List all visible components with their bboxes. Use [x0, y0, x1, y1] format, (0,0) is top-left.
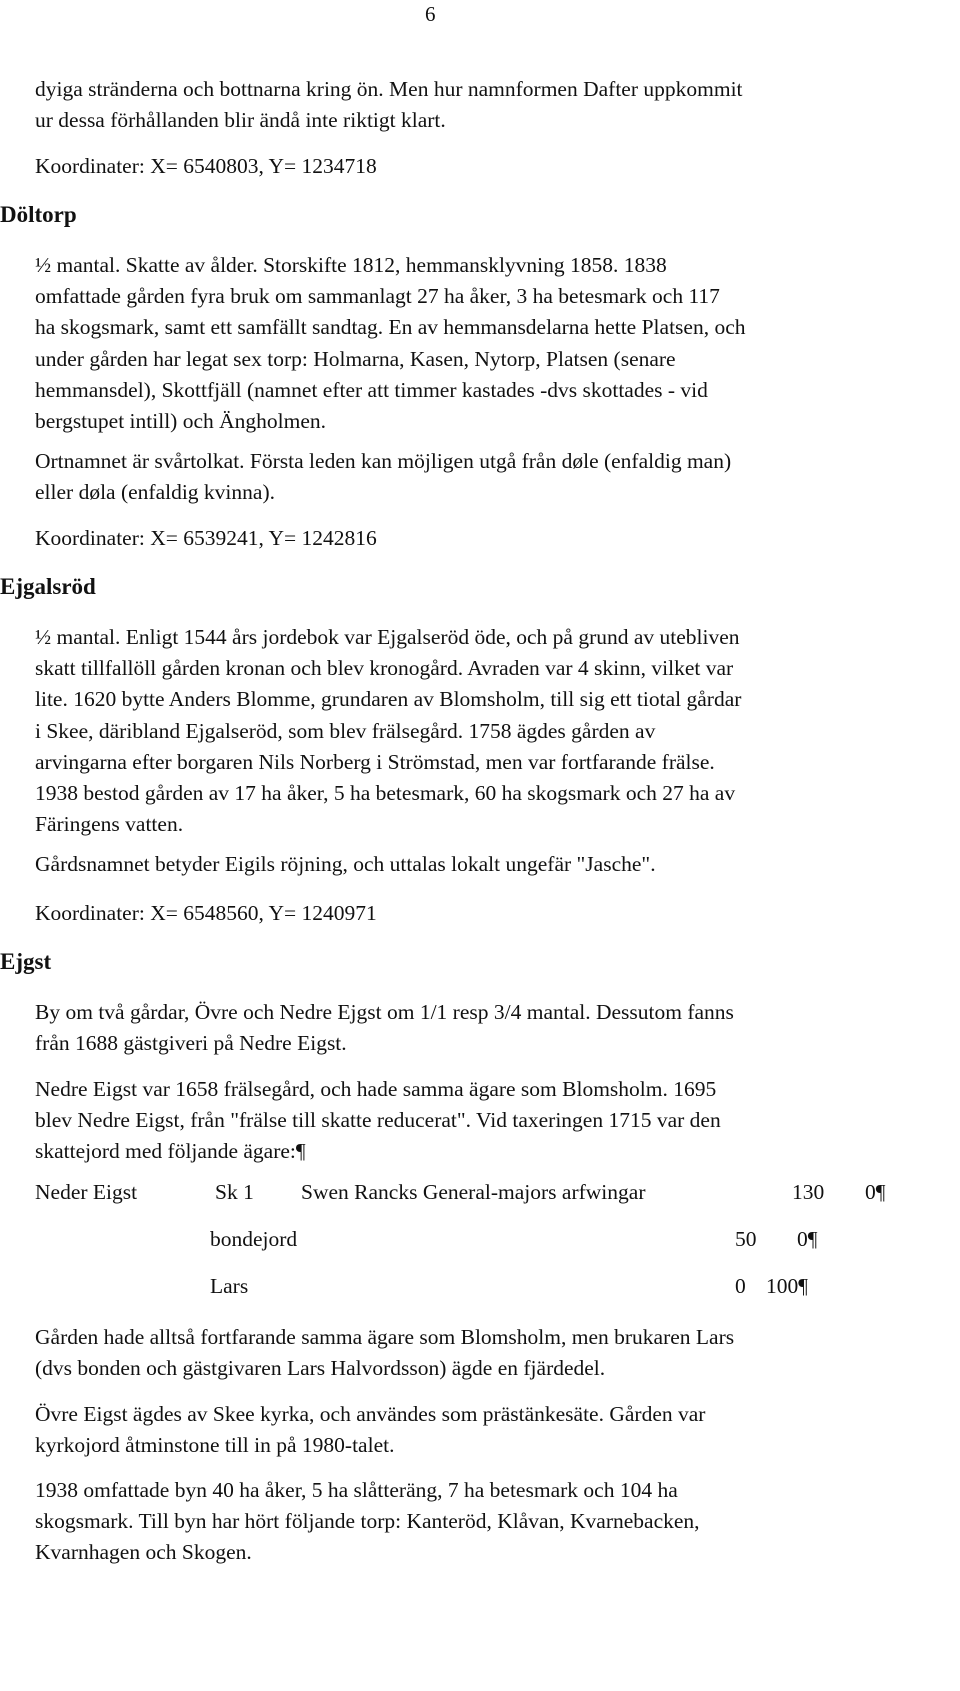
ejgalsrod-paragraph-2: Gårdsnamnet betyder Eigils röjning, och uttalas lokalt ungefär "Jasche".	[35, 852, 656, 876]
heading-doltorp: Döltorp	[0, 202, 77, 227]
table-row	[35, 1227, 935, 1257]
table-cell-value-2: 0¶	[865, 1180, 886, 1204]
table-row	[35, 1274, 935, 1304]
table-cell-place: Neder Eigst	[35, 1180, 138, 1204]
table-cell-owner: bondejord	[210, 1227, 298, 1251]
table-cell-value-1: 0	[735, 1274, 746, 1298]
intro-paragraph: dyiga stränderna och bottnarna kring ön. Men hur namnformen Dafter uppkommit ur dessa förhållanden blir ändå inte riktigt klart.	[35, 77, 743, 133]
doltorp-paragraph-1: ½ mantal. Skatte av ålder. Storskifte 1812, hemmansklyvning 1858. 1838 omfattade gården fyra bruk om sammanlagt 27 ha åker, 3 ha betesmark och 117 ha skogsmark, samt ett samfällt sandtag. En av hemmansdelarna hette Platsen, och under gården har legat sex torp: Holmarna, Kasen, Nytorp, Platsen (senare hemmansdel), Skottfjäll (namnet efter att timmer kastades -dvs skottades - vid bergstupet intill) och Ängholmen.	[35, 253, 746, 434]
heading-ejgalsrod: Ejgalsröd	[0, 574, 96, 599]
heading-ejgst: Ejgst	[0, 949, 52, 974]
table-cell-sk: Sk 1	[215, 1180, 254, 1204]
page-number: 6	[425, 2, 436, 26]
table-cell-owner: Swen Rancks General-majors arfwingar	[301, 1180, 646, 1204]
table-cell-value-2: 100¶	[766, 1274, 808, 1298]
ejgalsrod-coordinates: Koordinater: X= 6548560, Y= 1240971	[35, 901, 377, 925]
ejgst-paragraph-1: By om två gårdar, Övre och Nedre Ejgst om 1/1 resp 3/4 mantal. Dessutom fanns från 1688 gästgiveri på Nedre Eigst.	[35, 1000, 734, 1056]
table-cell-value-1: 50	[735, 1227, 757, 1251]
ejgst-paragraph-2: Nedre Eigst var 1658 frälsegård, och hade samma ägare som Blomsholm. 1695 blev Nedre Eigst, från "frälse till skatte reducerat". Vid taxeringen 1715 var den skattejord med följande ägare:¶	[35, 1077, 721, 1164]
intro-coordinates: Koordinater: X= 6540803, Y= 1234718	[35, 154, 377, 178]
table-cell-owner: Lars	[210, 1274, 249, 1298]
table-cell-value-1: 130	[792, 1180, 825, 1204]
doltorp-coordinates: Koordinater: X= 6539241, Y= 1242816	[35, 526, 377, 550]
ejgst-paragraph-3: Gården hade alltså fortfarande samma ägare som Blomsholm, men brukaren Lars (dvs bonden och gästgivaren Lars Halvordsson) ägde en fjärdedel.	[35, 1325, 735, 1381]
ejgst-paragraph-5: 1938 omfattade byn 40 ha åker, 5 ha slåtteräng, 7 ha betesmark och 104 ha skogsmark. Till byn har hört följande torp: Kanteröd, Klåvan, Kvarnebacken, Kvarnhagen och Skogen.	[35, 1478, 700, 1565]
table-cell-value-2: 0¶	[797, 1227, 818, 1251]
table-row	[35, 1180, 935, 1210]
ejgst-paragraph-4: Övre Eigst ägdes av Skee kyrka, och användes som prästänkesäte. Gården var kyrkojord åtminstone till in på 1980-talet.	[35, 1402, 706, 1458]
ejgalsrod-paragraph-1: ½ mantal. Enligt 1544 års jordebok var Ejgalseröd öde, och på grund av utebliven skatt tillfallöll gården kronan och blev kronogård. Avraden var 4 skinn, vilket var lite. 1620 bytte Anders Blomme, grundaren av Blomsholm, till sig ett tiotal gårdar i Skee, däribland Ejgalseröd, som blev frälsegård. 1758 ägdes gården av arvingarna efter borgaren Nils Norberg i Strömstad, men var fortfarande frälse. 1938 bestod gården av 17 ha åker, 5 ha betesmark, 60 ha skogsmark och 27 ha av Färingens vatten.	[35, 625, 742, 837]
doltorp-paragraph-2: Ortnamnet är svårtolkat. Första leden kan möjligen utgå från døle (enfaldig man) eller døla (enfaldig kvinna).	[35, 449, 732, 505]
